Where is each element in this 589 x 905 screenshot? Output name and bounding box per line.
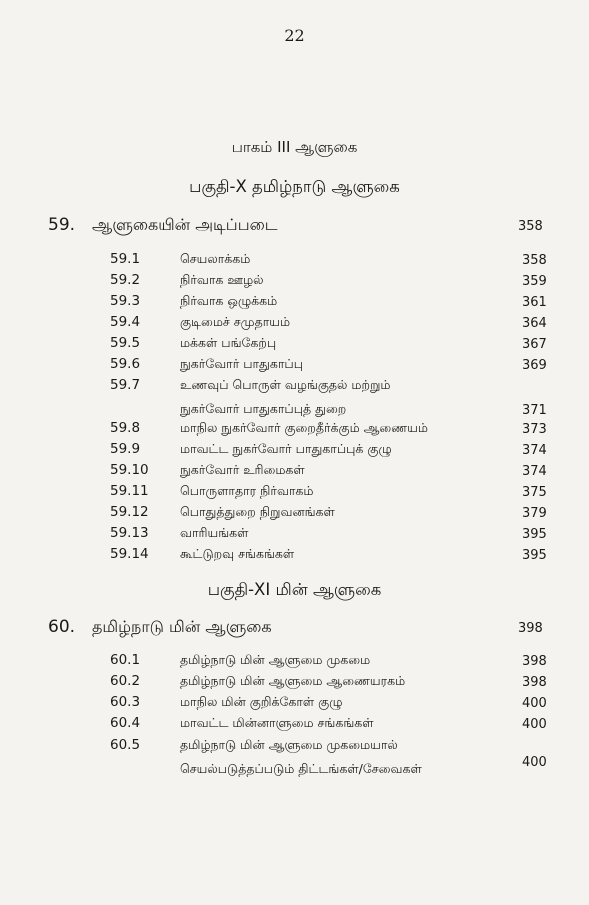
entry-page: 400 (522, 717, 547, 732)
entry-number: 59.3 (110, 293, 141, 309)
toc-entry (0, 694, 589, 716)
entry-number: 60.1 (110, 652, 141, 668)
entry-page: 398 (522, 654, 547, 669)
entry-number: 59.12 (110, 504, 149, 520)
entry-number: 59.6 (110, 356, 141, 372)
entry-title-continued: நுகர்வோர் பாதுகாப்புத் துறை (180, 401, 347, 416)
entry-title: நிர்வாக ஒழுக்கம் (180, 293, 278, 308)
entry-page: 374 (522, 443, 547, 458)
entry-page: 361 (522, 295, 547, 310)
toc-entry (0, 462, 589, 484)
entry-page: 374 (522, 464, 547, 479)
toc-entry (0, 314, 589, 336)
entry-page: 398 (522, 675, 547, 690)
entry-number: 59.10 (110, 462, 149, 478)
toc-entry (0, 272, 589, 294)
entry-page: 359 (522, 274, 547, 289)
chapter-number: 60. (48, 617, 76, 637)
entry-title: வாரியங்கள் (180, 525, 249, 540)
toc-entry (0, 483, 589, 505)
entry-number: 60.2 (110, 673, 141, 689)
entry-number: 59.14 (110, 546, 149, 562)
entry-number: 59.13 (110, 525, 149, 541)
entry-number: 59.9 (110, 441, 141, 457)
toc-entry (0, 420, 589, 442)
entry-title: தமிழ்நாடு மின் ஆளுமை ஆணையரகம் (180, 673, 406, 688)
section-heading-x: பகுதி-X தமிழ்நாடு ஆளுகை (189, 177, 400, 196)
entry-page: 364 (522, 316, 547, 331)
chapter-59 (0, 215, 589, 239)
toc-entry (0, 715, 589, 737)
entry-number: 59.4 (110, 314, 141, 330)
chapter-page: 398 (518, 621, 543, 636)
entry-page: 373 (522, 422, 547, 437)
toc-entry (0, 356, 589, 378)
entry-page: 400 (522, 755, 547, 770)
entry-title: மாவட்ட நுகர்வோர் பாதுகாப்புக் குழு (180, 441, 392, 456)
entry-number: 60.3 (110, 694, 141, 710)
entry-number: 60.4 (110, 715, 141, 731)
toc-entry (0, 335, 589, 357)
toc-entry (0, 546, 589, 568)
entry-number: 59.5 (110, 335, 141, 351)
entry-title: மாவட்ட மின்னாளுமை சங்கங்கள் (180, 715, 374, 730)
toc-entry (0, 652, 589, 674)
entry-title: செயலாக்கம் (180, 251, 251, 266)
entry-title: மாநில நுகர்வோர் குறைதீர்க்கும் ஆணையம் (180, 420, 428, 435)
entry-title: உணவுப் பொருள் வழங்குதல் மற்றும் (180, 377, 391, 392)
entry-title: குடிமைச் சமுதாயம் (180, 314, 291, 329)
entry-page: 395 (522, 527, 547, 542)
toc-entry (0, 673, 589, 695)
entry-page: 369 (522, 358, 547, 373)
entry-number: 60.5 (110, 737, 141, 753)
entry-title: கூட்டுறவு சங்கங்கள் (180, 546, 295, 561)
entry-title: தமிழ்நாடு மின் ஆளுமை முகமையால் (180, 737, 398, 752)
entry-number: 59.7 (110, 377, 141, 393)
entry-title: நுகர்வோர் பாதுகாப்பு (180, 356, 304, 371)
toc-entry (0, 251, 589, 273)
toc-entry (0, 737, 589, 781)
entry-page: 367 (522, 337, 547, 352)
chapter-title: ஆளுகையின் அடிப்படை (92, 215, 278, 234)
entry-page: 358 (522, 253, 547, 268)
toc-entry (0, 293, 589, 315)
entry-title: நுகர்வோர் உரிமைகள் (180, 462, 305, 477)
entry-title: தமிழ்நாடு மின் ஆளுமை முகமை (180, 652, 371, 667)
chapter-number: 59. (48, 215, 76, 235)
entry-number: 59.1 (110, 251, 141, 267)
section-heading-xi: பகுதி-XI மின் ஆளுகை (207, 580, 382, 599)
entry-title: மக்கள் பங்கேற்பு (180, 335, 277, 350)
entry-title: பொதுத்துறை நிறுவனங்கள் (180, 504, 335, 519)
part-heading: பாகம் III ஆளுகை (231, 138, 358, 156)
entry-page: 371 (522, 403, 547, 418)
toc-entry (0, 504, 589, 526)
entry-page: 395 (522, 548, 547, 563)
entry-number: 59.8 (110, 420, 141, 436)
entry-title-continued: செயல்படுத்தப்படும் திட்டங்கள்/சேவைகள் (180, 761, 422, 776)
toc-entry (0, 377, 589, 421)
entry-page: 379 (522, 506, 547, 521)
chapter-60 (0, 617, 589, 641)
chapter-page: 358 (518, 219, 543, 234)
entry-title: நிர்வாக ஊழல் (180, 272, 264, 287)
entry-title: மாநில மின் குறிக்கோள் குழு (180, 694, 343, 709)
entry-number: 59.2 (110, 272, 141, 288)
entry-number: 59.11 (110, 483, 149, 499)
entry-page: 400 (522, 696, 547, 711)
chapter-title: தமிழ்நாடு மின் ஆளுகை (92, 617, 272, 636)
entry-page: 375 (522, 485, 547, 500)
entry-title: பொருளாதார நிர்வாகம் (180, 483, 314, 498)
toc-entry (0, 441, 589, 463)
toc-entry (0, 525, 589, 547)
page-number: 22 (284, 26, 305, 45)
